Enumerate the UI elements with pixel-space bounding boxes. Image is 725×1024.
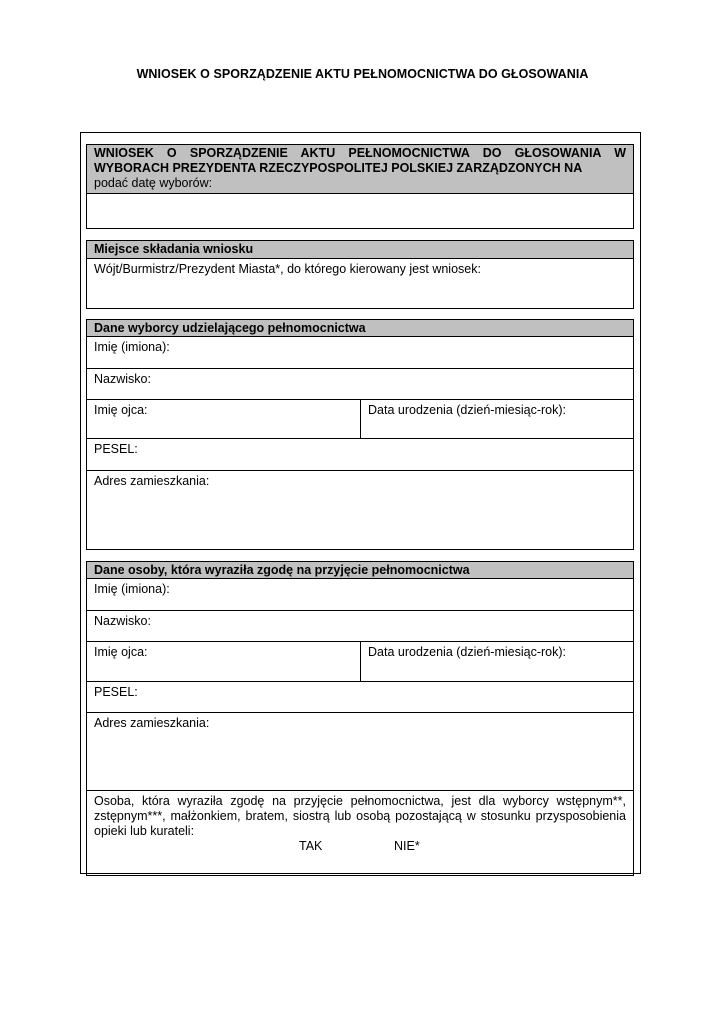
proxy-relation-cell: [87, 791, 633, 875]
proxy-relation-text: Osoba, która wyraziła zgodę na przyjęcie pełnomocnictwa, jest dla wyborcy wstępnym**, zstępnym***, małżonkiem, bratem, siostrą lub osobą pozostającą w stosunku przysposobienia opieki lub kurateli:: [94, 794, 626, 838]
election-heading-cell: [87, 145, 633, 194]
proxy-father-name-label: Imię ojca:: [94, 645, 148, 659]
proxy-address-field[interactable]: [87, 713, 633, 791]
election-heading: WNIOSEK O SPORZĄDZENIE AKTU PEŁNOMOCNICTWA DO GŁOSOWANIA W WYBORACH PREZYDENTA RZECZYPOSPOLITEJ POLSKIEJ ZARZĄDZONYCH NA: [94, 146, 626, 175]
voter-data-heading: Dane wyborcy udzielającego pełnomocnictwa: [87, 320, 633, 337]
proxy-first-name-field[interactable]: [87, 579, 633, 611]
proxy-pesel-label: PESEL:: [94, 685, 138, 699]
voter-father-name-field[interactable]: [87, 400, 361, 438]
proxy-last-name-label: Nazwisko:: [94, 614, 151, 628]
election-date-label: podać datę wyborów:: [94, 176, 213, 190]
proxy-father-name-field[interactable]: [87, 642, 361, 681]
yes-option[interactable]: TAK: [299, 839, 323, 853]
election-date-table: [86, 144, 634, 229]
submission-place-table: [86, 240, 634, 309]
submission-place-heading: Miejsce składania wniosku: [87, 241, 633, 259]
voter-data-table: [86, 319, 634, 550]
voter-first-name-label: Imię (imiona):: [94, 340, 170, 354]
voter-father-name-label: Imię ojca:: [94, 403, 148, 417]
election-date-field[interactable]: [87, 194, 633, 228]
voter-pesel-field[interactable]: [87, 439, 633, 471]
page-title: WNIOSEK O SPORZĄDZENIE AKTU PEŁNOMOCNICTWA DO GŁOSOWANIA: [136, 67, 589, 81]
voter-address-label: Adres zamieszkania:: [94, 474, 210, 488]
proxy-data-heading: Dane osoby, która wyraziła zgodę na przyjęcie pełnomocnictwa: [87, 562, 633, 579]
proxy-address-label: Adres zamieszkania:: [94, 716, 210, 730]
voter-birth-date-label: Data urodzenia (dzień-miesiąc-rok):: [368, 403, 566, 417]
yes-no-choice: [94, 839, 626, 855]
proxy-pesel-field[interactable]: [87, 682, 633, 713]
voter-birth-date-field[interactable]: [361, 400, 633, 438]
voter-address-field[interactable]: [87, 471, 633, 549]
proxy-birth-date-label: Data urodzenia (dzień-miesiąc-rok):: [368, 645, 566, 659]
voter-first-name-field[interactable]: [87, 337, 633, 369]
proxy-father-birth-row: [87, 642, 633, 682]
authority-label: Wójt/Burmistrz/Prezydent Miasta*, do którego kierowany jest wniosek:: [94, 262, 481, 276]
voter-last-name-field[interactable]: [87, 369, 633, 400]
authority-field[interactable]: [87, 259, 633, 308]
voter-last-name-label: Nazwisko:: [94, 372, 151, 386]
no-option[interactable]: NIE*: [394, 839, 420, 853]
proxy-data-table: [86, 561, 634, 876]
proxy-birth-date-field[interactable]: [361, 642, 633, 681]
voter-father-birth-row: [87, 400, 633, 439]
proxy-last-name-field[interactable]: [87, 611, 633, 642]
proxy-first-name-label: Imię (imiona):: [94, 582, 170, 596]
voter-pesel-label: PESEL:: [94, 442, 138, 456]
